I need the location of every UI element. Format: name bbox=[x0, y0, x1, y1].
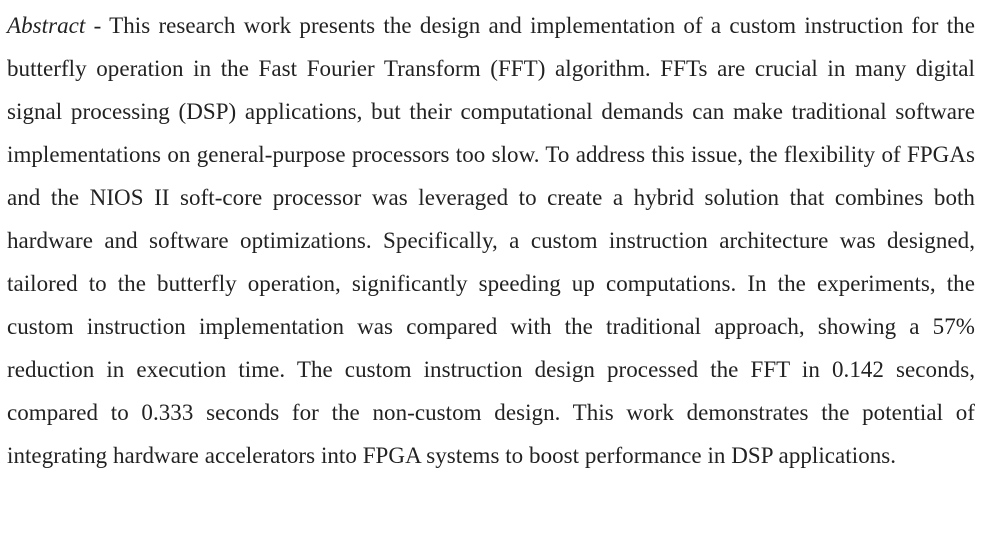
abstract-body: This research work presents the design and implementation of a custom instruction for the butterfly operation in the Fast Fourier Transform (FFT) algorithm. FFTs are crucial in many digital signal processing (DSP) applications, but their computational demands can make traditional software implementations on general-purpose processors too slow. To address this issue, the flexibility of FPGAs and the NIOS II soft-core processor was leveraged to create a hybrid solution that combines both hardware and software optimizations. Specifically, a custom instruction architecture was designed, tailored to the butterfly operation, significantly speeding up computations. In the experiments, the custom instruction implementation was compared with the traditional approach, showing a 57% reduction in execution time. The custom instruction design processed the FFT in 0.142 seconds, compared to 0.333 seconds for the non-custom design. This work demonstrates the potential of integrating hardware accelerators into FPGA systems to boost performance in DSP applications. bbox=[7, 13, 975, 468]
abstract-paragraph bbox=[7, 0, 975, 477]
page bbox=[7, 0, 975, 477]
abstract-label: Abstract bbox=[7, 13, 86, 38]
abstract-separator: - bbox=[85, 13, 110, 38]
